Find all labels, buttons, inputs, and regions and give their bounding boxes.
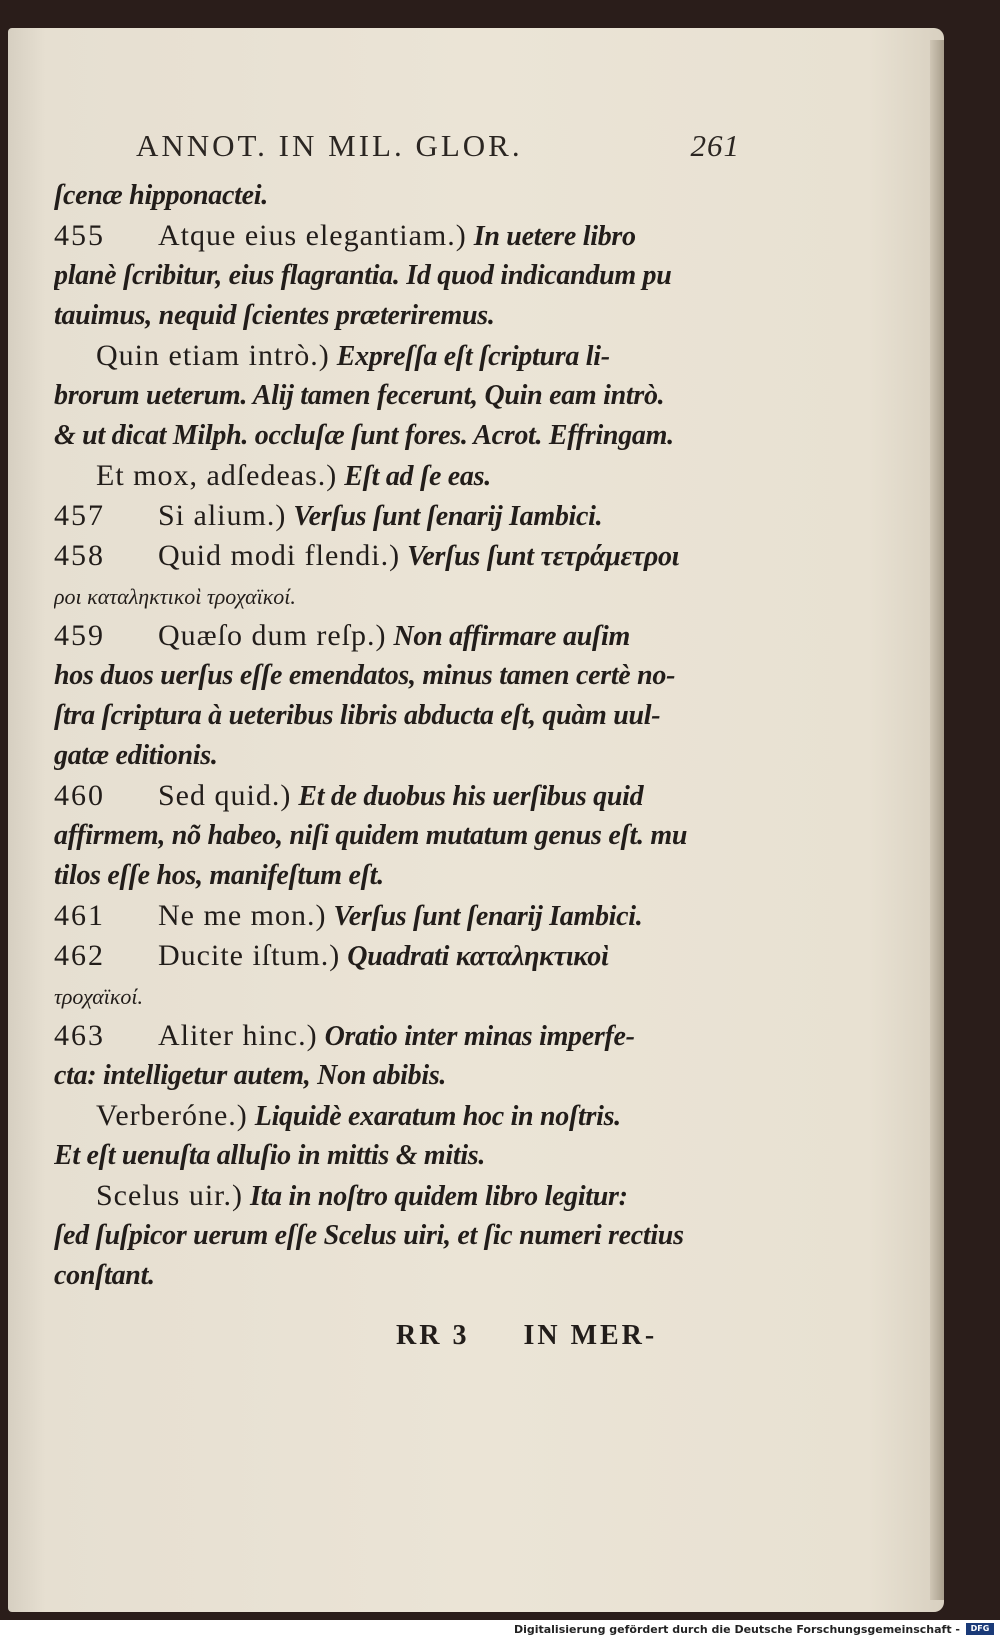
text-line [54,176,744,216]
text-line [54,856,744,896]
commentary: Ita in noſtro quidem libro legitur: [250,1181,628,1212]
commentary: planè ſcribitur, eius flagrantia. Id quod indicandum pu [54,260,672,291]
commentary: cta: intelligetur autem, Non abibis. [54,1060,447,1091]
text-line [54,256,744,296]
lemma: Aliter hinc.) [158,1019,318,1052]
commentary: Expreſſa eſt ſcriptura li- [336,341,610,372]
text-line [54,376,744,416]
commentary: In uetere libro [473,221,636,252]
greek-text: τροχαϊκοί. [54,984,144,1009]
commentary-text [54,176,744,1296]
text-line [54,616,744,656]
commentary: tilos eſſe hos, manifeſtum eſt. [54,860,384,891]
text-line [54,216,744,256]
page-number: 261 [690,128,740,163]
lemma: Ne me mon.) [158,899,327,932]
digitization-footer [0,1620,1000,1639]
commentary: conſtant. [54,1260,155,1291]
commentary: ſed ſuſpicor uerum eſſe Scelus uiri, et ſic numeri rectius [54,1220,684,1251]
commentary: Liquidè exaratum hoc in noſtris. [254,1101,621,1132]
lemma: Si alium.) [158,499,287,532]
text-line [54,896,744,936]
commentary: hos duos uerſus eſſe emendatos, minus tamen certè no- [54,660,676,691]
commentary: affirmem, nõ habeo, niſi quidem mutatum genus eſt. mu [54,820,688,851]
text-line [54,936,744,976]
catchword-line [396,1320,736,1352]
commentary: Eſt ad ſe eas. [344,461,491,492]
text-line [54,296,744,336]
commentary: ſtra ſcriptura à ueteribus libris abducta eſt, quàm uul- [54,700,661,731]
verse-number: 463 [54,1019,105,1052]
lemma: Scelus uir.) [96,1179,243,1212]
text-line [54,1136,744,1176]
text-line [54,1016,744,1056]
greek-text: ροι καταληκτικοὶ τροχαϊκοί. [54,584,296,609]
text-line [54,736,744,776]
text-line [54,1256,744,1296]
text-line [54,1176,744,1216]
commentary: Verſus ſunt τετράμετροι [407,541,680,572]
commentary: Et eſt uenuſta alluſio in mittis & mitis. [54,1140,486,1171]
verse-number: 460 [54,779,105,812]
text-line [54,576,744,616]
verse-number: 458 [54,539,105,572]
lemma: Verberóne.) [96,1099,248,1132]
catchword: IN MER- [523,1320,658,1351]
text-line [54,656,744,696]
lemma: Atque eius elegantiam.) [158,219,467,252]
commentary: Verſus ſunt ſenarij Iambici. [293,501,603,532]
lemma: Quid modi flendi.) [158,539,401,572]
commentary: & ut dicat Milph. occluſæ ſunt fores. Acrot. Effringam. [54,420,674,451]
funding-credit: Digitalisierung gefördert durch die Deutsche Forschungsgemeinschaft - [513,1623,960,1636]
commentary: Non affirmare auſim [393,621,630,652]
commentary: Et de duobus his uerſibus quid [298,781,644,812]
commentary: gatæ editionis. [54,740,218,771]
text-line [54,336,744,376]
commentary: Verſus ſunt ſenarij Iambici. [333,901,643,932]
text-line [54,976,744,1016]
lemma: Sed quid.) [158,779,292,812]
page-header [136,128,740,168]
text-line [54,496,744,536]
commentary: Quadrati καταληκτικοὶ [347,941,609,972]
lemma: Ducite iſtum.) [158,939,341,972]
text-line [54,776,744,816]
text-line [54,696,744,736]
text-line [54,456,744,496]
lemma: Et mox, adſedeas.) [96,459,338,492]
verse-number: 462 [54,939,105,972]
dfg-logo-icon: DFG [966,1623,994,1635]
text-line [54,1056,744,1096]
running-head: ANNOT. IN MIL. GLOR. [136,128,523,163]
text-line [54,816,744,856]
text-line [54,1216,744,1256]
commentary: ſcenæ hipponactei. [54,180,268,211]
page-edge [930,40,944,1600]
lemma: Quin etiam intrò.) [96,339,330,372]
verse-number: 459 [54,619,105,652]
text-line [54,416,744,456]
signature-mark: RR 3 [396,1320,470,1351]
text-line [54,1096,744,1136]
verse-number: 461 [54,899,105,932]
commentary: tauimus, nequid ſcientes præteriremus. [54,300,495,331]
text-line [54,536,744,576]
lemma: Quæſo dum reſp.) [158,619,387,652]
verse-number: 457 [54,499,105,532]
commentary: Oratio inter minas imperfe- [324,1021,635,1052]
verse-number: 455 [54,219,105,252]
commentary: brorum ueterum. Alij tamen fecerunt, Quin eam intrò. [54,380,665,411]
